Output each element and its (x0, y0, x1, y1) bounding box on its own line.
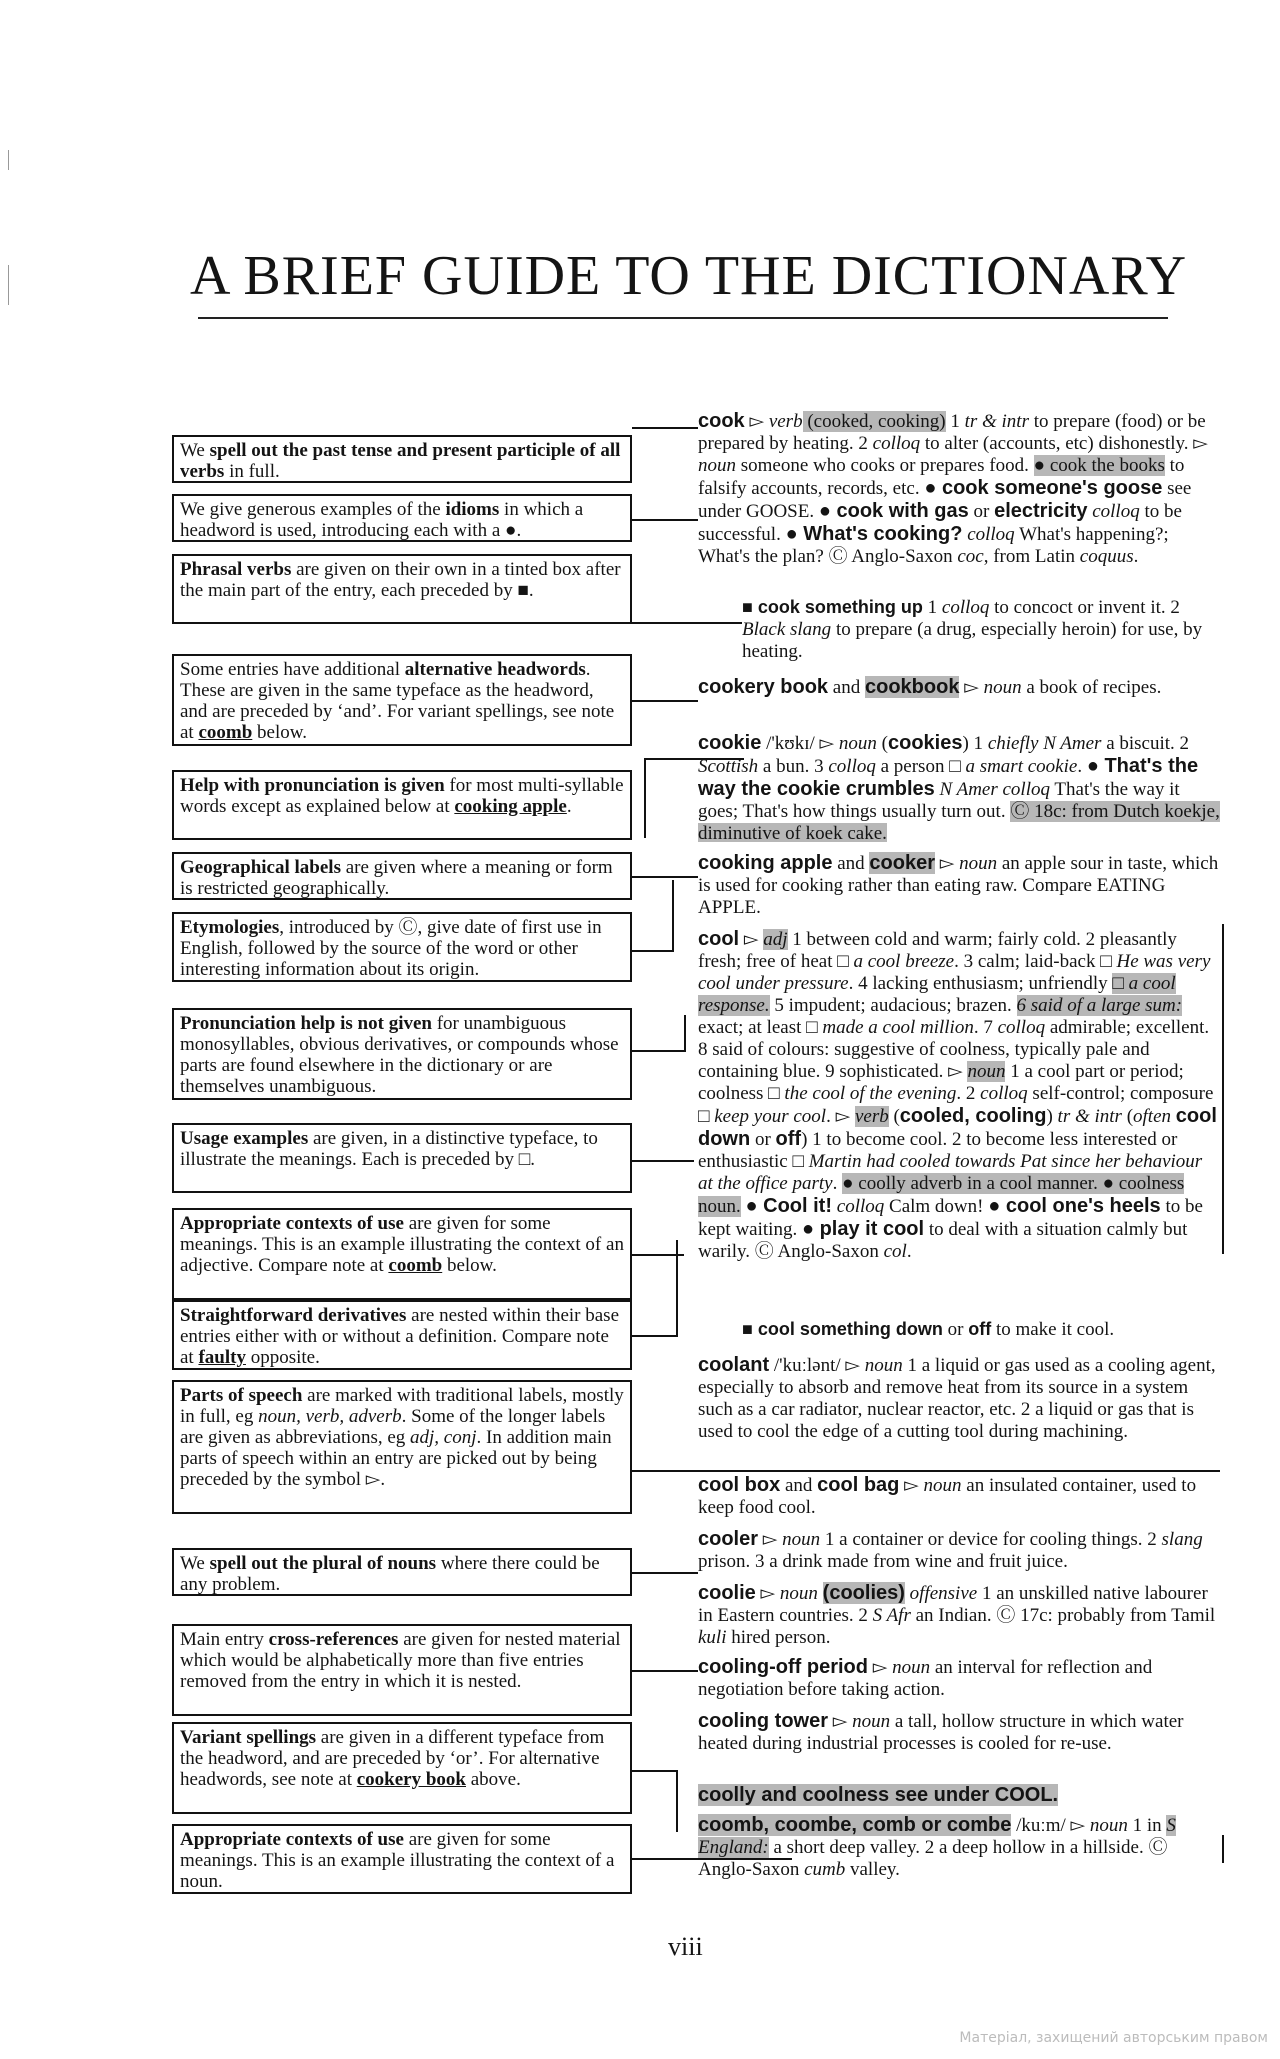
note-text: Usage examples (180, 1128, 309, 1149)
note-text: alternative headwords (404, 659, 586, 680)
note-pronunciation-given (172, 770, 632, 840)
entry-text: ● That's the way the cookie crumbles (698, 755, 1199, 800)
note-text: Some entries have additional (180, 659, 405, 680)
note-text: We (180, 440, 210, 461)
entry-text: to prepare (a drug, especially heroin) for use, by heating. (742, 619, 1203, 662)
entry-text: 1 (922, 597, 942, 618)
entry-text: cool down (698, 1105, 1217, 1150)
watermark: Матеріал, захищений авторським правом (959, 2030, 1268, 2046)
entry-text: S Afr (872, 1605, 911, 1626)
entry-text: colloq (941, 597, 990, 618)
note-alternative-headwords (172, 654, 632, 746)
entry-text: ▻ (935, 853, 960, 874)
entry-text: noun (779, 1583, 818, 1604)
entry-text: self-control; composure □ (698, 1083, 1214, 1127)
entry-text: noun (698, 455, 736, 476)
entry-text: cookies (888, 732, 963, 754)
entry-text: or (750, 1129, 776, 1150)
entry-text: noun (864, 1355, 903, 1376)
note-text: Pronunciation help is not given (180, 1013, 432, 1034)
connector-line (632, 876, 698, 878)
note-phrasal-verbs (172, 554, 632, 624)
entry-text: Black slang (742, 619, 832, 640)
entry-text: coolly and coolness see under COOL. (698, 1784, 1059, 1806)
entry-text: to prepare (food) or be prepared by heating. 2 (698, 411, 1206, 454)
entry-text: an Indian. Ⓒ 17c: probably from Tamil (910, 1605, 1216, 1626)
entry-text: coc (957, 546, 984, 567)
entry-text: off (775, 1128, 802, 1150)
entry-text: ▻ (739, 929, 764, 950)
note-parts-of-speech (172, 1380, 632, 1514)
entry-text: 1 a cool part or period; coolness □ (698, 1061, 1184, 1104)
entry-text: noun (1089, 1815, 1128, 1836)
connector-line (632, 1050, 684, 1052)
note-etymologies (172, 912, 632, 982)
entry-text: ) (1046, 1106, 1058, 1127)
entry-text: to falsify accounts, records, etc. (698, 455, 1185, 499)
entry-text: slang (1161, 1529, 1203, 1550)
entry-text: ● play it cool (801, 1218, 925, 1240)
connector-line (632, 1470, 1220, 1472)
entry-text: tr & intr (964, 411, 1029, 432)
entry-text: a cool breeze (853, 951, 955, 972)
note-text: Appropriate contexts of use (180, 1213, 404, 1234)
margin-mark (8, 150, 9, 170)
entry-text: . (756, 897, 761, 918)
entry-text: chiefly N Amer (987, 733, 1102, 754)
note-text: Phrasal verbs (180, 559, 292, 580)
entry-text: and (832, 853, 870, 874)
entry-text (818, 1583, 823, 1604)
entry-text: S England: (698, 1815, 1176, 1858)
note-usage-examples (172, 1123, 632, 1193)
note-text: below. (252, 722, 307, 743)
entry-text: colloq (997, 1017, 1046, 1038)
entry-cooler (698, 1528, 1220, 1572)
note-text: for most multi-syllable words except as explained below at (180, 775, 624, 817)
entry-text: ▻ (758, 1529, 783, 1550)
entry-text: to be kept waiting. (698, 1196, 1203, 1240)
entry-text: to deal with a situation calmly but warily. Ⓒ Anglo-Saxon (698, 1219, 1188, 1262)
entry-cooling-tower (698, 1710, 1220, 1776)
entry-text: verb (768, 411, 803, 432)
note-text: below. (442, 1255, 497, 1276)
entry-cooking-apple (698, 852, 1220, 918)
entry-text: ● cook someone's goose (924, 477, 1163, 499)
entry-text: a smart cookie (965, 756, 1078, 777)
entry-text: a biscuit. 2 (1101, 733, 1190, 754)
entry-text: ■ cook something up (742, 597, 923, 617)
entry-text: ( (876, 733, 888, 754)
entry-text: . ▻ (826, 1106, 855, 1127)
entry-text: ▻ (959, 677, 984, 698)
connector-line (632, 950, 672, 952)
entry-text: GOOSE (746, 501, 810, 522)
entry-cookie (698, 732, 1220, 842)
entry-text: cook (698, 410, 745, 432)
entry-text: /'kuːlənt/ ▻ (769, 1355, 865, 1376)
entry-text: 1 a container or device for cooling things. 2 (820, 1529, 1162, 1550)
entry-text: to concoct or invent it. 2 (989, 597, 1180, 618)
entry-text: . (1077, 756, 1087, 777)
entry-text: cookery book (698, 676, 829, 698)
note-text: idioms (445, 499, 500, 520)
connector-line (676, 1770, 678, 1832)
entry-text: Scottish (698, 756, 759, 777)
note-text: . These are given in the same typeface as the headword, and are preceded by ‘and’. For variant spellings, see note at (180, 659, 615, 743)
note-text: Straightforward derivatives (180, 1305, 407, 1326)
entry-text: ( (1121, 1106, 1134, 1127)
note-derivatives (172, 1300, 632, 1370)
entry-cookery-book (698, 676, 1220, 720)
note-text: Help with pronunciation is given (180, 775, 445, 796)
entry-text: cooker (869, 852, 935, 874)
entry-text: a short deep valley. 2 a deep hollow in a hillside. Ⓒ Anglo-Saxon (698, 1837, 1168, 1880)
note-contexts-adjective (172, 1208, 632, 1300)
entry-text: often (1133, 1106, 1172, 1127)
entry-text: verb (854, 1106, 889, 1127)
connector-line (632, 1670, 698, 1672)
entry-text: and (780, 1475, 818, 1496)
note-text: cross-references (268, 1629, 399, 1650)
note-text: , introduced by Ⓒ, give date of first use in English, followed by the source of the word or other interesting information about its origin. (180, 917, 602, 980)
entry-text: tr & intr (1057, 1106, 1122, 1127)
connector-line (632, 1160, 694, 1162)
entry-text: ▻ (867, 1657, 893, 1678)
entry-text: exact; at least □ (698, 1017, 823, 1038)
connector-line (1222, 1835, 1224, 1863)
connector-line (632, 1335, 678, 1337)
phrasal-cook-something-up (742, 596, 1220, 662)
entry-text: or (942, 1319, 969, 1340)
entry-text: colloq (1092, 501, 1140, 522)
entry-text: noun (967, 1061, 1006, 1082)
note-text: are given for some meanings. This is an example illustrating the context of an adjective. Compare note at (180, 1213, 624, 1276)
entry-text: 6 said of a large sum: (1016, 995, 1183, 1016)
note-past-tense (172, 435, 632, 483)
entry-text: colloq (828, 756, 876, 777)
entry-text: N Amer colloq (939, 779, 1050, 800)
entry-text: someone who cooks or prepares food. (736, 455, 1034, 476)
entry-text: cumb (804, 1859, 846, 1880)
note-plural-nouns (172, 1548, 632, 1596)
connector-line (632, 622, 742, 624)
connector-line (676, 1240, 678, 1336)
note-text: adj, conj (410, 1427, 477, 1448)
entry-text: . 4 lacking enthusiasm; unfriendly (848, 973, 1113, 994)
entry-text: a tall, hollow structure in which water heated during industrial processes is cooled for re-use. (698, 1711, 1184, 1754)
note-text: are given, in a distinctive typeface, to illustrate the meanings. Each is preceded by □. (180, 1128, 598, 1170)
entry-text: 1 between cold and warm; fairly cold. 2 pleasantly fresh; free of heat □ (698, 929, 1177, 972)
entry-text: ( (888, 1106, 900, 1127)
entry-text: coolant (698, 1354, 770, 1376)
entry-cool-box (698, 1474, 1220, 1518)
entry-text: ● cook the books (1033, 455, 1165, 476)
note-text: cooking apple (454, 796, 567, 817)
margin-mark (8, 265, 9, 305)
page-number: viii (668, 1932, 703, 1961)
note-text: are given in a different typeface from the headword, and are preceded by ‘or’. For alternative headwords, see note at (180, 1727, 605, 1790)
entry-text: noun (838, 733, 877, 754)
note-text: . (566, 796, 572, 817)
entry-text: to make it cool. (991, 1319, 1115, 1340)
entry-text: coomb, coombe, comb or combe (698, 1814, 1012, 1836)
entry-text: and (828, 677, 865, 698)
note-text: are given where a meaning or form is restricted geographically. (180, 857, 613, 899)
entry-text: . (906, 1241, 912, 1262)
note-text: are given on their own in a tinted box after the main part of the entry, each preceded by ■. (180, 559, 621, 601)
note-text: Appropriate contexts of use (180, 1829, 404, 1850)
entry-text: ● coolly adverb in a cool manner. ● coolness noun. (698, 1173, 1185, 1217)
connector-line (672, 880, 674, 952)
entry-cook (698, 410, 1220, 586)
note-idioms (172, 494, 632, 542)
entry-text: Ⓒ 18c: from Dutch koekje, diminutive of koek cake. (698, 801, 1220, 842)
note-text: We give generous examples of the (180, 499, 446, 520)
entry-text: ▻ (899, 1475, 924, 1496)
entry-text: see under (698, 478, 1192, 522)
entry-text: . (832, 1173, 843, 1194)
entry-text: an interval for reflection and negotiation before taking action. (698, 1657, 1153, 1700)
note-text: Main entry (180, 1629, 269, 1650)
entry-text: noun (923, 1475, 962, 1496)
page-title: A BRIEF GUIDE TO THE DICTIONARY (190, 245, 1188, 307)
entry-text: admirable; excellent. 8 said of colours: suggestive of coolness, typically pale and containing blue. 9 sophisticated. ▻ (698, 1017, 1210, 1082)
note-text: coomb (198, 722, 253, 743)
note-text: in which a headword is used, introducing each with a ●. (180, 499, 584, 541)
note-text: are nested within their base entries either with or without a definition. Compare note at (180, 1305, 620, 1368)
entry-text: noun (852, 1711, 891, 1732)
note-pronunciation-not-given (172, 1008, 632, 1100)
entry-text: /kuːm/ ▻ (1011, 1815, 1090, 1836)
entry-coolly (698, 1784, 1220, 1808)
entry-text: to be successful. (698, 501, 1182, 545)
entry-text: ▻ (744, 411, 769, 432)
note-text: are marked with traditional labels, mostly in full, eg (180, 1385, 624, 1427)
note-geographical-labels (172, 852, 632, 900)
entry-text: cooler (698, 1528, 759, 1550)
note-text: for unambiguous monosyllables, obvious derivatives, or compounds whose parts are found elsewhere in the dictionary or are themselves unambiguous. (180, 1013, 619, 1097)
entry-text: 1 a liquid or gas used as a cooling agent, especially to absorb and remove heat from its source in a system such as a car radiator, nuclear reactor, etc. 2 a liquid or gas that is used to cool the edge of a cutting tool during machining. (698, 1355, 1216, 1442)
entry-text: ● What's cooking? (785, 523, 963, 545)
note-text: in full. (224, 461, 280, 482)
entry-text: 1 an unskilled native labourer in Eastern countries. 2 (698, 1583, 1208, 1626)
entry-coolant (698, 1354, 1220, 1466)
entry-text: cooking apple (698, 852, 833, 874)
entry-text: colloq (872, 433, 921, 454)
note-text: . In addition main parts of speech within an entry are picked out by being preceded by the symbol ▻. (180, 1427, 612, 1490)
entry-text: What's happening?; What's the plan? Ⓒ Anglo-Saxon (698, 524, 1169, 567)
entry-text: adj (763, 929, 788, 950)
entry-text: ) 1 to become cool. 2 to become less interested or enthusiastic □ (698, 1129, 1178, 1172)
connector-line (644, 758, 646, 838)
note-text: cookery book (356, 1769, 466, 1790)
entry-text: cool bag (817, 1474, 900, 1496)
entry-text: an apple sour in taste, which is used for cooking rather than eating raw. Compare (698, 853, 1219, 896)
entry-text: cookie (698, 732, 762, 754)
entry-text: ● cool one's heels (988, 1195, 1161, 1217)
entry-text: cool box (698, 1474, 781, 1496)
entry-text: Martin had cooled towards Pat since her behaviour at the office party (698, 1151, 1203, 1194)
entry-text: noun (959, 853, 998, 874)
entry-text: . 2 (956, 1083, 981, 1104)
note-text: . Some of the longer labels are given as abbreviations, eg (180, 1406, 606, 1448)
entry-text: . 7 (973, 1017, 998, 1038)
entry-text: ▻ (755, 1583, 780, 1604)
title-rule (198, 317, 1168, 319)
note-text: We (180, 1553, 210, 1574)
connector-line (632, 519, 698, 521)
connector-line (632, 700, 698, 702)
entry-text: ) 1 (962, 733, 988, 754)
entry-text: . 3 calm; laid-back □ (954, 951, 1117, 972)
entry-text: That's the way it goes; That's how things usually turn out. (698, 779, 1180, 822)
note-text: noun, verb, adverb (258, 1406, 402, 1427)
connector-line (684, 1015, 686, 1052)
note-text: spell out the plural of nouns (209, 1553, 437, 1574)
phrasal-cool-something-down (742, 1318, 1220, 1344)
entry-text: . (809, 501, 819, 522)
note-text: Etymologies (180, 917, 280, 938)
entry-text: coquus (1079, 546, 1134, 567)
entry-text: a book of recipes. (1021, 677, 1162, 698)
connector-line (632, 1770, 678, 1772)
entry-text: ■ cool something down (742, 1319, 943, 1339)
entry-text: cooling tower (698, 1710, 828, 1732)
entry-text: . (1133, 546, 1139, 567)
note-text: above. (466, 1769, 521, 1790)
entry-text: offensive (909, 1583, 978, 1604)
entry-text: cooling-off period (698, 1656, 868, 1678)
note-text: are given for nested material which would be alphabetically more than five entries removed from the entry in which it is nested. (180, 1629, 621, 1692)
note-variant-spellings (172, 1722, 632, 1814)
entry-text: made a cool million (822, 1017, 974, 1038)
entry-text: keep your cool (714, 1106, 827, 1127)
entry-text: 5 impudent; audacious; brazen. (769, 995, 1017, 1016)
entry-text: noun (892, 1657, 931, 1678)
note-text: Variant spellings (180, 1727, 317, 1748)
note-text: Geographical labels (180, 857, 341, 878)
note-text: are given for some meanings. This is an example illustrating the context of a noun. (180, 1829, 615, 1892)
note-text: spell out the past tense and present participle of all verbs (180, 440, 621, 482)
entry-text: hired person. (726, 1627, 831, 1648)
entry-text: /'kʊkɪ/ ▻ (761, 733, 839, 754)
entry-text: or (968, 501, 995, 522)
entry-text: Calm down! (884, 1196, 989, 1217)
entry-text: colloq (980, 1083, 1028, 1104)
entry-text: electricity (994, 500, 1088, 522)
entry-text: He was very cool under pressure (698, 951, 1211, 994)
entry-text: colloq (967, 524, 1015, 545)
entry-coolie (698, 1582, 1220, 1648)
entry-text: cool (698, 928, 740, 950)
connector-line (632, 1572, 698, 1574)
entry-cool (698, 928, 1220, 1312)
note-contexts-noun (172, 1824, 632, 1894)
entry-text: kuli (698, 1627, 727, 1648)
entry-text: an insulated container, used to keep food cool. (698, 1475, 1197, 1518)
note-text: coomb (388, 1255, 443, 1276)
connector-line (1222, 924, 1224, 1254)
entry-text: 1 in (1127, 1815, 1167, 1836)
entry-text: (cooked, cooking) (802, 411, 946, 432)
note-text: where there could be any problem. (180, 1553, 600, 1595)
entry-text: valley. (845, 1859, 900, 1880)
entry-text: prison. 3 a drink made from wine and fruit juice. (698, 1551, 1068, 1572)
entry-text: noun (782, 1529, 821, 1550)
entry-cooling-off-period (698, 1656, 1220, 1700)
connector-line (632, 427, 698, 429)
entry-text: ● Cool it! (745, 1195, 833, 1217)
entry-text: cookbook (864, 676, 960, 698)
entry-text: a bun. 3 (758, 756, 829, 777)
entry-text: EATING APPLE (698, 875, 1166, 918)
entry-coomb (698, 1814, 1220, 1882)
entry-text: off (968, 1319, 992, 1339)
entry-text: (coolies) (822, 1582, 905, 1604)
entry-text: 1 (945, 411, 965, 432)
entry-text: noun (983, 677, 1022, 698)
entry-text: col (883, 1241, 907, 1262)
note-cross-references (172, 1624, 632, 1716)
note-text: Parts of speech (180, 1385, 303, 1406)
entry-text: a person □ (875, 756, 966, 777)
entry-text: ● cook with gas (818, 500, 969, 522)
entry-text: the cool of the evening (784, 1083, 957, 1104)
entry-text: coolie (698, 1582, 756, 1604)
entry-text: to alter (accounts, etc) dishonestly. ▻ (920, 433, 1208, 454)
entry-text: cooled, cooling (899, 1105, 1047, 1127)
entry-text: ▻ (828, 1711, 853, 1732)
note-text: opposite. (245, 1347, 320, 1368)
entry-text: , from Latin (983, 546, 1080, 567)
entry-text: □ a cool response. (698, 973, 1176, 1016)
note-text: faulty (198, 1347, 246, 1368)
entry-text: colloq (836, 1196, 885, 1217)
